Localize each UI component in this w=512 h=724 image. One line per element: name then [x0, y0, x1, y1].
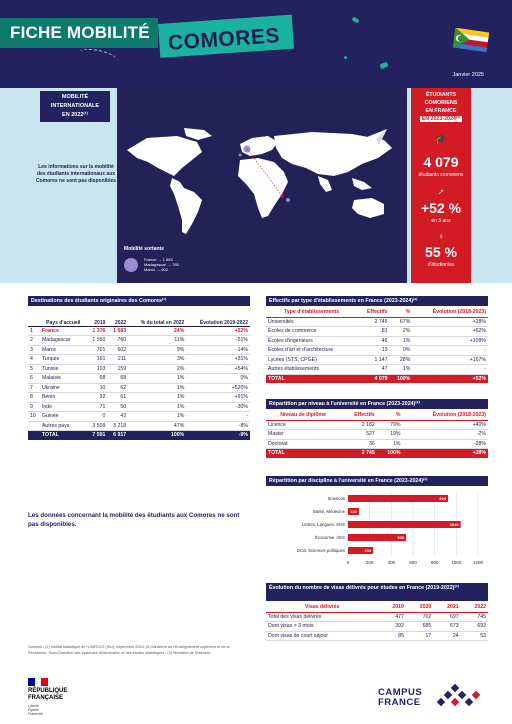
maroc-marker [239, 154, 242, 157]
decor-speck [351, 17, 359, 24]
table-cell: - [412, 346, 488, 356]
table-cell: Autres établissements [266, 365, 357, 375]
table-row [28, 345, 250, 355]
table-cell: 103 [87, 364, 108, 374]
table-cell: +54% [186, 364, 250, 374]
total-row [28, 431, 250, 440]
column-header: 2022 [461, 603, 488, 612]
table-cell: 68 [107, 374, 128, 384]
x-tick-label: 800 [430, 560, 439, 565]
table-row [28, 421, 250, 431]
discipline-section [266, 476, 488, 486]
sources-note: Sources : (1) Institut statistique de l'UNESCO (ISU), septembre 2024; (2) Ministère de l'Enseignement supérieur et de la Recherche, Sous-Direction des systèmes d'information et des études statistiques ; (3) Ministère de l'Intérieur. [28, 645, 230, 655]
decor-speck [379, 62, 388, 69]
table-cell: 1% [390, 336, 413, 346]
table-cell: 85 [379, 631, 406, 641]
x-tick-label: 0 [346, 560, 350, 565]
table-row [266, 336, 488, 346]
paper-plane-icon [366, 128, 388, 146]
bar-value-label: 102 [350, 509, 358, 514]
column-header: 2019 [87, 308, 108, 326]
table-body [28, 326, 250, 440]
table-cell: 4 079 [357, 374, 389, 383]
women-value: 55 % [425, 244, 457, 260]
table-cell: 2 745 [340, 449, 376, 458]
table-cell: 68 [87, 374, 108, 384]
table-row [266, 420, 488, 430]
table-row [28, 355, 250, 365]
table-cell: 1% [128, 402, 186, 412]
table-cell: Dont visas > 3 mois [266, 622, 379, 632]
world-map [122, 128, 402, 238]
table-body [266, 317, 488, 383]
table-cell: +167% [412, 355, 488, 365]
category-label: Lettres, Langues, SHS [301, 522, 345, 527]
mobility-out-legend [124, 246, 179, 272]
table-cell: 1 560 [87, 336, 108, 346]
table-cell: 2% [390, 327, 413, 337]
category-label: Droit, Sciences politiques [296, 548, 345, 553]
bar [348, 521, 461, 528]
table-cell: -9% [186, 431, 250, 440]
table-cell: 9 [28, 402, 40, 412]
table-cell: 2 [28, 336, 40, 346]
table-cell: Écoles d'art et d'architecture [266, 346, 357, 356]
table-cell: 392 [379, 622, 406, 632]
table-cell: Lycées (STS, CPGE) [266, 355, 357, 365]
mobility-intl-text: Les informations sur la mobilité des étudiants internationaux aux Comores ne sont pas disponibles [36, 164, 117, 184]
mobility-out-item: France → 1 683 [144, 257, 173, 262]
table-cell: 685 [406, 622, 433, 632]
women-label: d'étudiantes [427, 262, 455, 268]
x-tick-label: 600 [409, 560, 417, 565]
table-cell: 1 683 [107, 326, 128, 336]
table-cell: 2 182 [340, 420, 376, 430]
table-cell: 211 [107, 355, 128, 365]
discipline-chart [266, 488, 488, 573]
column-header: 2021 [433, 603, 460, 612]
table-cell: 477 [379, 612, 406, 622]
table-cell: TOTAL [266, 449, 340, 458]
table-cell: +52% [412, 374, 488, 383]
table-row [266, 346, 488, 356]
bar-value-label: 536 [397, 535, 405, 540]
total-row [266, 374, 488, 383]
table-cell: Ukraine [40, 383, 87, 393]
france-marker [244, 146, 251, 153]
x-tick-label: 1000 [451, 560, 462, 565]
table-cell: 1% [128, 393, 186, 403]
table-cell: 81 [357, 327, 389, 337]
table-cell: Doctorat [266, 439, 340, 449]
destinations-title: Destinations des étudiants originaires des Comores⁽¹⁾ [28, 296, 250, 306]
table-header-row [28, 308, 250, 326]
table-cell: 4 [28, 355, 40, 365]
table-row [266, 430, 488, 440]
table-cell: France [40, 326, 87, 336]
comoros-flag-icon [452, 28, 490, 52]
niveau-section [266, 399, 488, 458]
column-header: Pays d'accueil [40, 308, 87, 326]
table-cell: Licence [266, 420, 340, 430]
table-cell: 1 147 [357, 355, 389, 365]
table-cell: 0% [390, 346, 413, 356]
table-cell: 50 [107, 402, 128, 412]
students-title-line: EN 2023-2024⁽²⁾ [421, 116, 461, 122]
table-cell: TOTAL [266, 374, 357, 383]
table-cell: 0% [186, 374, 250, 384]
visas-table [266, 603, 488, 641]
etablissements-table [266, 308, 488, 383]
destinations-table [28, 308, 250, 440]
table-cell: Universités [266, 317, 357, 327]
category-label: Économie, AES [315, 535, 345, 540]
table-cell: Madagascar [40, 336, 87, 346]
category-label: Santé, Médecine [312, 509, 345, 514]
table-cell: -51% [186, 336, 250, 346]
cf-line: CAMPUS [378, 687, 423, 698]
column-header: % [390, 308, 413, 317]
table-cell: 161 [87, 355, 108, 365]
table-cell: 13 [357, 346, 389, 356]
table-cell: 1% [128, 412, 186, 422]
table-cell: 1 [28, 326, 40, 336]
republique-francaise-logo [28, 688, 67, 702]
table-cell: 3% [128, 355, 186, 365]
mobility-out-item: Madagascar → 760 [144, 262, 179, 267]
students-title-line: COMORIENS [424, 100, 458, 106]
table-cell: 61 [107, 393, 128, 403]
column-header: % du total en 2022 [128, 308, 186, 326]
table-cell: +520% [186, 383, 250, 393]
table-cell: 11% [128, 336, 186, 346]
table-cell: 1% [377, 439, 403, 449]
column-header: Évolution (2018-2023) [412, 308, 488, 317]
column-header: 2020 [406, 603, 433, 612]
motto-line: Égalité [28, 708, 39, 712]
motto-line: Fraternité [28, 712, 43, 716]
students-france-title [413, 91, 469, 123]
table-cell: 10 [87, 383, 108, 393]
table-cell: - [412, 365, 488, 375]
table-cell: 3 [28, 345, 40, 355]
growth-value: +52 % [420, 200, 462, 216]
table-cell: 79% [377, 420, 403, 430]
x-tick-label: 200 [365, 560, 374, 565]
decor-speck [344, 56, 347, 59]
table-row [266, 631, 488, 641]
table-cell: 692 [461, 622, 488, 632]
table-header-row [266, 308, 488, 317]
table-cell: 19% [377, 430, 403, 440]
table-row [266, 439, 488, 449]
table-cell: 2% [128, 364, 186, 374]
students-count-block [411, 154, 471, 178]
bar-value-label: 233 [364, 548, 372, 553]
column-header: 2019 [379, 603, 406, 612]
table-cell: 46 [357, 336, 389, 346]
table-cell: TOTAL [40, 431, 87, 440]
table-row [28, 374, 250, 384]
bar-value-label: 1040 [449, 522, 459, 527]
table-row [28, 383, 250, 393]
table-cell: -8% [186, 421, 250, 431]
table-cell: +91% [186, 393, 250, 403]
students-title-line: EN FRANCE [425, 108, 457, 114]
table-body [266, 612, 488, 641]
table-cell: Écoles d'ingénieurs [266, 336, 357, 346]
table-cell: 36 [340, 439, 376, 449]
niveau-table [266, 411, 488, 458]
table-row [266, 622, 488, 632]
table-cell: 32 [87, 393, 108, 403]
table-cell: 53 [461, 631, 488, 641]
table-cell: Malaisie [40, 374, 87, 384]
table-cell: Guinée [40, 412, 87, 422]
table-cell: Master [266, 430, 340, 440]
table-cell: 602 [107, 345, 128, 355]
table-cell: 1% [128, 383, 186, 393]
table-row [28, 402, 250, 412]
students-count-label: étudiants comoriens [418, 172, 464, 178]
etablissements-title: Effectifs par type d'établissements en France (2023-2024)⁽²⁾ [266, 296, 488, 306]
table-cell: 760 [107, 336, 128, 346]
table-cell: -14% [186, 345, 250, 355]
table-cell: 702 [406, 612, 433, 622]
table-cell: +31% [186, 355, 250, 365]
column-header: Type d'établissements [266, 308, 357, 317]
no-data-notice: Les données concernant la mobilité des étudiants aux Comores ne sont pas disponibles. [28, 512, 240, 528]
dashed-flight-path [77, 46, 119, 68]
rf-line: FRANÇAISE [28, 695, 64, 701]
table-cell: +109% [412, 336, 488, 346]
madagascar-marker [286, 198, 290, 202]
table-cell: 1% [128, 374, 186, 384]
table-cell: Bénin [40, 393, 87, 403]
table-cell: 100% [390, 374, 413, 383]
table-cell: 7 591 [87, 431, 108, 440]
column-header [28, 308, 40, 326]
mobility-title-line: EN 2022⁽¹⁾ [62, 112, 88, 118]
table-cell: Maroc [40, 345, 87, 355]
table-cell: Tunisie [40, 364, 87, 374]
table-cell: Turquie [40, 355, 87, 365]
table-header-row [266, 603, 488, 612]
female-icon: ♀ [438, 232, 444, 241]
table-row [28, 393, 250, 403]
table-cell: Dont visas de court séjour [266, 631, 379, 641]
mobility-out-item: Maroc → 602 [144, 267, 169, 272]
table-cell [28, 421, 40, 431]
table-cell: Total des visas délivrés [266, 612, 379, 622]
column-header: Évolution (2018-2023) [403, 411, 489, 420]
bar-value-label: 924 [439, 496, 447, 501]
campus-france-logo [378, 688, 422, 708]
etablissements-section [266, 296, 488, 383]
table-cell: 3 509 [87, 421, 108, 431]
graduation-cap-icon: 🎓 [435, 134, 447, 144]
table-cell: Inde [40, 402, 87, 412]
table-row [266, 612, 488, 622]
discipline-title: Répartition par discipline à l'université en France (2023-2024)⁽²⁾ [266, 476, 488, 486]
visas-section [266, 583, 488, 641]
page-title: FICHE MOBILITÉ [10, 23, 150, 42]
table-cell: +22% [186, 326, 250, 336]
table-cell: 159 [107, 364, 128, 374]
table-cell: 43 [107, 412, 128, 422]
country-name: COMORES [167, 24, 281, 55]
table-cell: 71 [87, 402, 108, 412]
table-cell: 100% [128, 431, 186, 440]
column-header: Niveau de diplôme [266, 411, 340, 420]
students-title-line: ÉTUDIANTS [425, 92, 457, 98]
growth-label: en 5 ans [431, 218, 451, 224]
table-cell: 28% [390, 355, 413, 365]
table-cell: 2 745 [357, 317, 389, 327]
table-cell: 24% [128, 326, 186, 336]
table-body [266, 420, 488, 458]
campus-france-mark-icon [430, 683, 488, 709]
table-row [28, 326, 250, 336]
students-count: 4 079 [423, 154, 459, 170]
publication-date: Janvier 2025 [452, 72, 484, 78]
table-cell: -28% [403, 439, 489, 449]
motto-line: Liberté [28, 704, 39, 708]
x-tick-label: 400 [387, 560, 396, 565]
table-row [28, 336, 250, 346]
table-header-row [266, 411, 488, 420]
category-label: Sciences [327, 496, 345, 501]
table-cell: 5 [28, 364, 40, 374]
mobility-intl-title [40, 91, 110, 122]
table-cell: 697 [433, 612, 460, 622]
table-cell: +40% [403, 420, 489, 430]
table-cell: 6 917 [107, 431, 128, 440]
rf-line: RÉPUBLIQUE [28, 688, 68, 694]
table-cell: 527 [340, 430, 376, 440]
table-cell: 10 [28, 412, 40, 422]
column-header: Évolution 2019-2022 [186, 308, 250, 326]
table-cell: 3 218 [107, 421, 128, 431]
table-cell: 47 [357, 365, 389, 375]
column-header: Visas délivrés [266, 603, 379, 612]
table-cell: 0 [87, 412, 108, 422]
table-row [266, 327, 488, 337]
table-cell: 1% [390, 365, 413, 375]
mobility-title-line: INTERNATIONALE [50, 103, 100, 109]
cf-line: FRANCE [378, 697, 421, 708]
column-header: Effectifs [340, 411, 376, 420]
column-header: 2022 [107, 308, 128, 326]
women-block [411, 244, 471, 268]
table-row [266, 317, 488, 327]
table-cell: 67% [390, 317, 413, 327]
french-flag-icon [28, 678, 48, 686]
mobility-out-label: Mobilité sortante [124, 246, 165, 252]
table-cell: 24 [433, 631, 460, 641]
column-header: % [377, 411, 403, 420]
table-cell: 9% [128, 345, 186, 355]
trend-up-icon: ↗ [438, 189, 444, 196]
table-cell: +28% [412, 317, 488, 327]
table-cell: 1 376 [87, 326, 108, 336]
table-cell: 62 [107, 383, 128, 393]
x-tick-label: 1200 [472, 560, 484, 565]
growth-block [411, 200, 471, 224]
visas-title: Évolution du nombre de visas délivrés pour études en France (2019-2022)⁽³⁾ [266, 583, 488, 601]
table-cell: -2% [403, 430, 489, 440]
table-cell: Écoles de commerce [266, 327, 357, 337]
table-row [266, 365, 488, 375]
bar [348, 495, 448, 502]
table-cell: +28% [403, 449, 489, 458]
republic-motto [28, 704, 43, 716]
table-row [266, 355, 488, 365]
table-row [28, 364, 250, 374]
table-cell: 701 [87, 345, 108, 355]
table-row [28, 412, 250, 422]
table-cell: - [186, 412, 250, 422]
table-cell: +62% [412, 327, 488, 337]
table-cell: -30% [186, 402, 250, 412]
legend-circle [124, 258, 138, 272]
table-cell: 8 [28, 393, 40, 403]
table-cell: 6 [28, 374, 40, 384]
niveau-title: Répartition par niveau à l'université en France (2023-2024)⁽²⁾ [266, 399, 488, 409]
table-cell [28, 431, 40, 440]
table-cell: 47% [128, 421, 186, 431]
mobility-title-line: MOBILITÉ [61, 94, 89, 100]
table-cell: 745 [461, 612, 488, 622]
table-cell: 17 [406, 631, 433, 641]
table-cell: 100% [377, 449, 403, 458]
table-cell: 7 [28, 383, 40, 393]
total-row [266, 449, 488, 458]
table-cell: Autres pays [40, 421, 87, 431]
table-cell: 673 [433, 622, 460, 632]
column-header: Effectifs [357, 308, 389, 317]
destinations-section [28, 296, 250, 440]
